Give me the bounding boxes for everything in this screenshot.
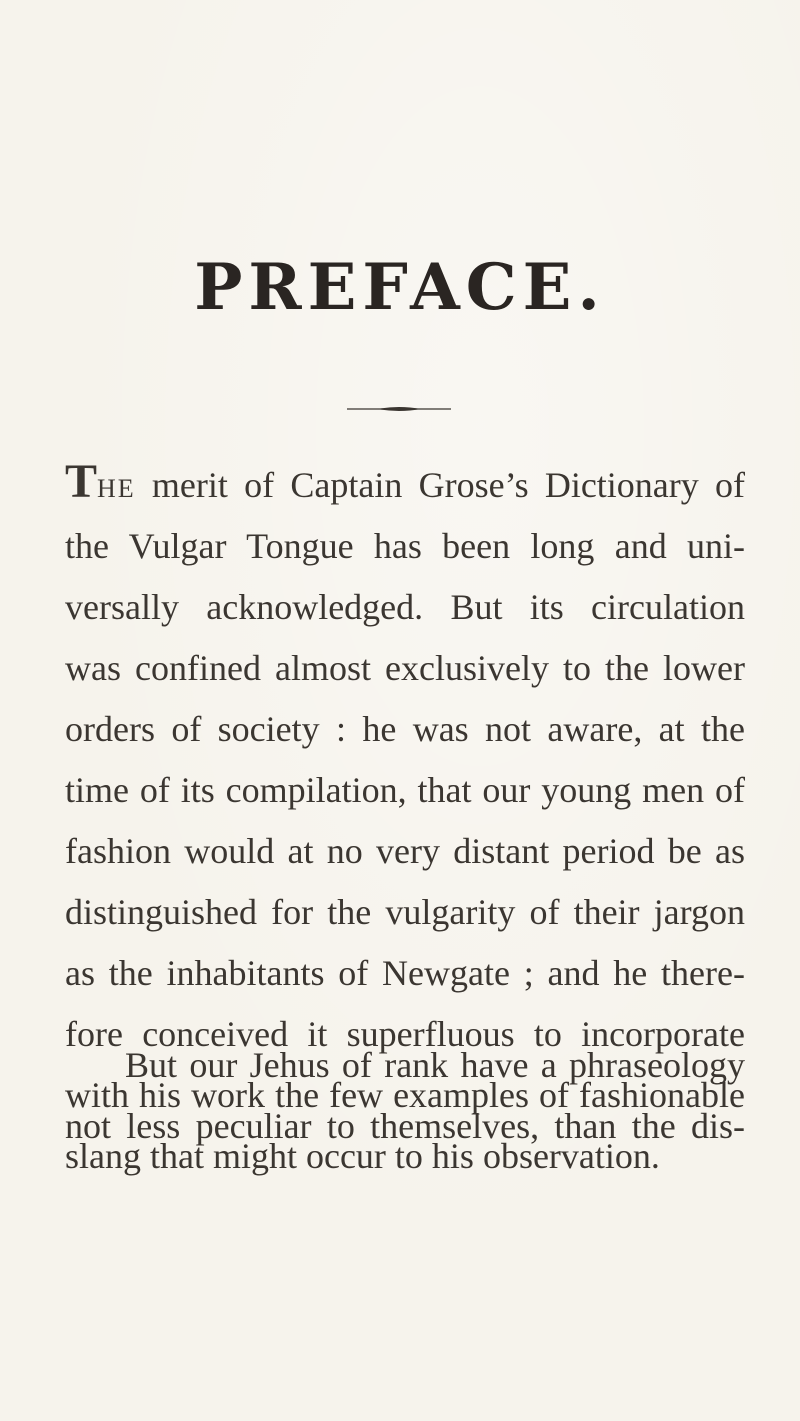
text-line: the Vulgar Tongue has been long and uni- — [65, 526, 745, 566]
text-line: fashion would at no very distant period be as — [65, 831, 745, 871]
text-line: as the inhabitants of Newgate ; and he there- — [65, 953, 745, 993]
text-line: was confined almost exclusively to the lower — [65, 648, 745, 688]
text-line: slang that might occur to his observation. — [65, 1136, 660, 1176]
text-line: with his work the few examples of fashionable — [65, 1075, 745, 1115]
text-line: But our Jehus of rank have a phraseology — [125, 1045, 745, 1085]
drop-cap: T — [65, 455, 98, 508]
text-line: time of its compilation, that our young men of — [65, 770, 745, 810]
text-line — [65, 455, 745, 516]
paragraph-2 — [65, 1035, 745, 1157]
text-line: versally acknowledged. But its circulation — [65, 587, 745, 627]
text-line: not less peculiar to themselves, than the dis- — [65, 1106, 745, 1146]
text-line: distinguished for the vulgarity of their jargon — [65, 892, 745, 932]
lead-word-rest: HE — [97, 474, 136, 503]
line-1-rest: merit of Captain Grose’s Dictionary of — [135, 465, 745, 505]
ornament-rule — [347, 405, 451, 413]
text-line: orders of society : he was not aware, at the — [65, 709, 745, 749]
text-line: fore conceived it superfluous to incorporate — [65, 1014, 745, 1054]
page-title: PREFACE. — [194, 250, 606, 325]
